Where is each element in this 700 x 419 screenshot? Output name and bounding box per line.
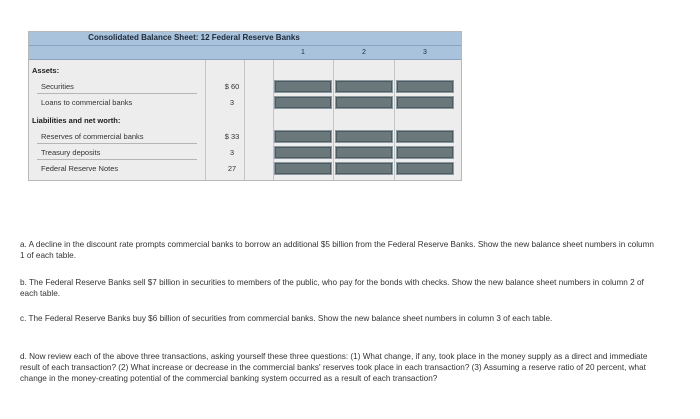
given-value: 3 — [229, 98, 235, 107]
row-divider — [37, 93, 197, 94]
column-header-3: 3 — [423, 49, 427, 56]
question-c: c. The Federal Reserve Banks buy $6 billion of securities from commercial banks. Show the new balance sheet numbers in column 3 of each table. — [20, 314, 553, 323]
answer-input-col2[interactable] — [335, 162, 393, 175]
row-label: Securities — [41, 82, 74, 91]
given-value: $ 33 — [224, 132, 240, 141]
balance-sheet-table — [28, 31, 462, 181]
table-row — [29, 95, 461, 111]
given-value: 27 — [227, 164, 237, 173]
section-row-liabilities — [29, 113, 461, 129]
table-title-bar — [29, 32, 461, 46]
question-a: a. A decline in the discount rate prompts commercial banks to borrow an additional $5 billion from the Federal Reserve Banks. Show the new balance sheet numbers in column 1 of each table. — [20, 240, 654, 260]
given-value: 3 — [229, 148, 235, 157]
given-value: $ 60 — [224, 82, 240, 91]
answer-input-col1[interactable] — [274, 96, 332, 109]
answer-input-col2[interactable] — [335, 80, 393, 93]
table-row — [29, 129, 461, 145]
row-label: Loans to commercial banks — [41, 98, 133, 107]
answer-input-col3[interactable] — [396, 162, 454, 175]
row-label: Treasury deposits — [41, 148, 101, 157]
answer-input-col3[interactable] — [396, 146, 454, 159]
question-d: d. Now review each of the above three transactions, asking yourself these three questions: (1) What change, if any, took place in the money supply as a direct and immediate result of each transaction? (2) What increase or decrease in the commercial banks' reserves took place in each transaction? (3) Assuming a reserve ratio of 20 percent, what change in the money-creating potential of the commercial banking system occurred as a result of each transaction? — [20, 352, 648, 383]
table-row — [29, 79, 461, 95]
answer-input-col1[interactable] — [274, 130, 332, 143]
question-b: b. The Federal Reserve Banks sell $7 billion in securities to members of the public, who pay for the bonds with checks. Show the new balance sheet numbers in column 2 of each table. — [20, 278, 644, 298]
answer-input-col2[interactable] — [335, 146, 393, 159]
row-label: Reserves of commercial banks — [41, 132, 144, 141]
section-row-assets — [29, 63, 461, 79]
section-label-assets: Assets: — [32, 66, 60, 75]
answer-input-col2[interactable] — [335, 130, 393, 143]
answer-input-col2[interactable] — [335, 96, 393, 109]
section-label-liabilities: Liabilities and net worth: — [32, 116, 121, 125]
table-row — [29, 145, 461, 161]
answer-input-col3[interactable] — [396, 130, 454, 143]
column-header-2: 2 — [362, 49, 366, 56]
answer-input-col1[interactable] — [274, 80, 332, 93]
row-divider — [37, 159, 197, 160]
answer-input-col1[interactable] — [274, 162, 332, 175]
row-label: Federal Reserve Notes — [41, 164, 119, 173]
table-row — [29, 161, 461, 177]
answer-input-col1[interactable] — [274, 146, 332, 159]
column-header-1: 1 — [301, 49, 305, 56]
answer-input-col3[interactable] — [396, 96, 454, 109]
table-title: Consolidated Balance Sheet: 12 Federal Reserve Banks — [88, 33, 300, 42]
row-divider — [37, 143, 197, 144]
answer-input-col3[interactable] — [396, 80, 454, 93]
